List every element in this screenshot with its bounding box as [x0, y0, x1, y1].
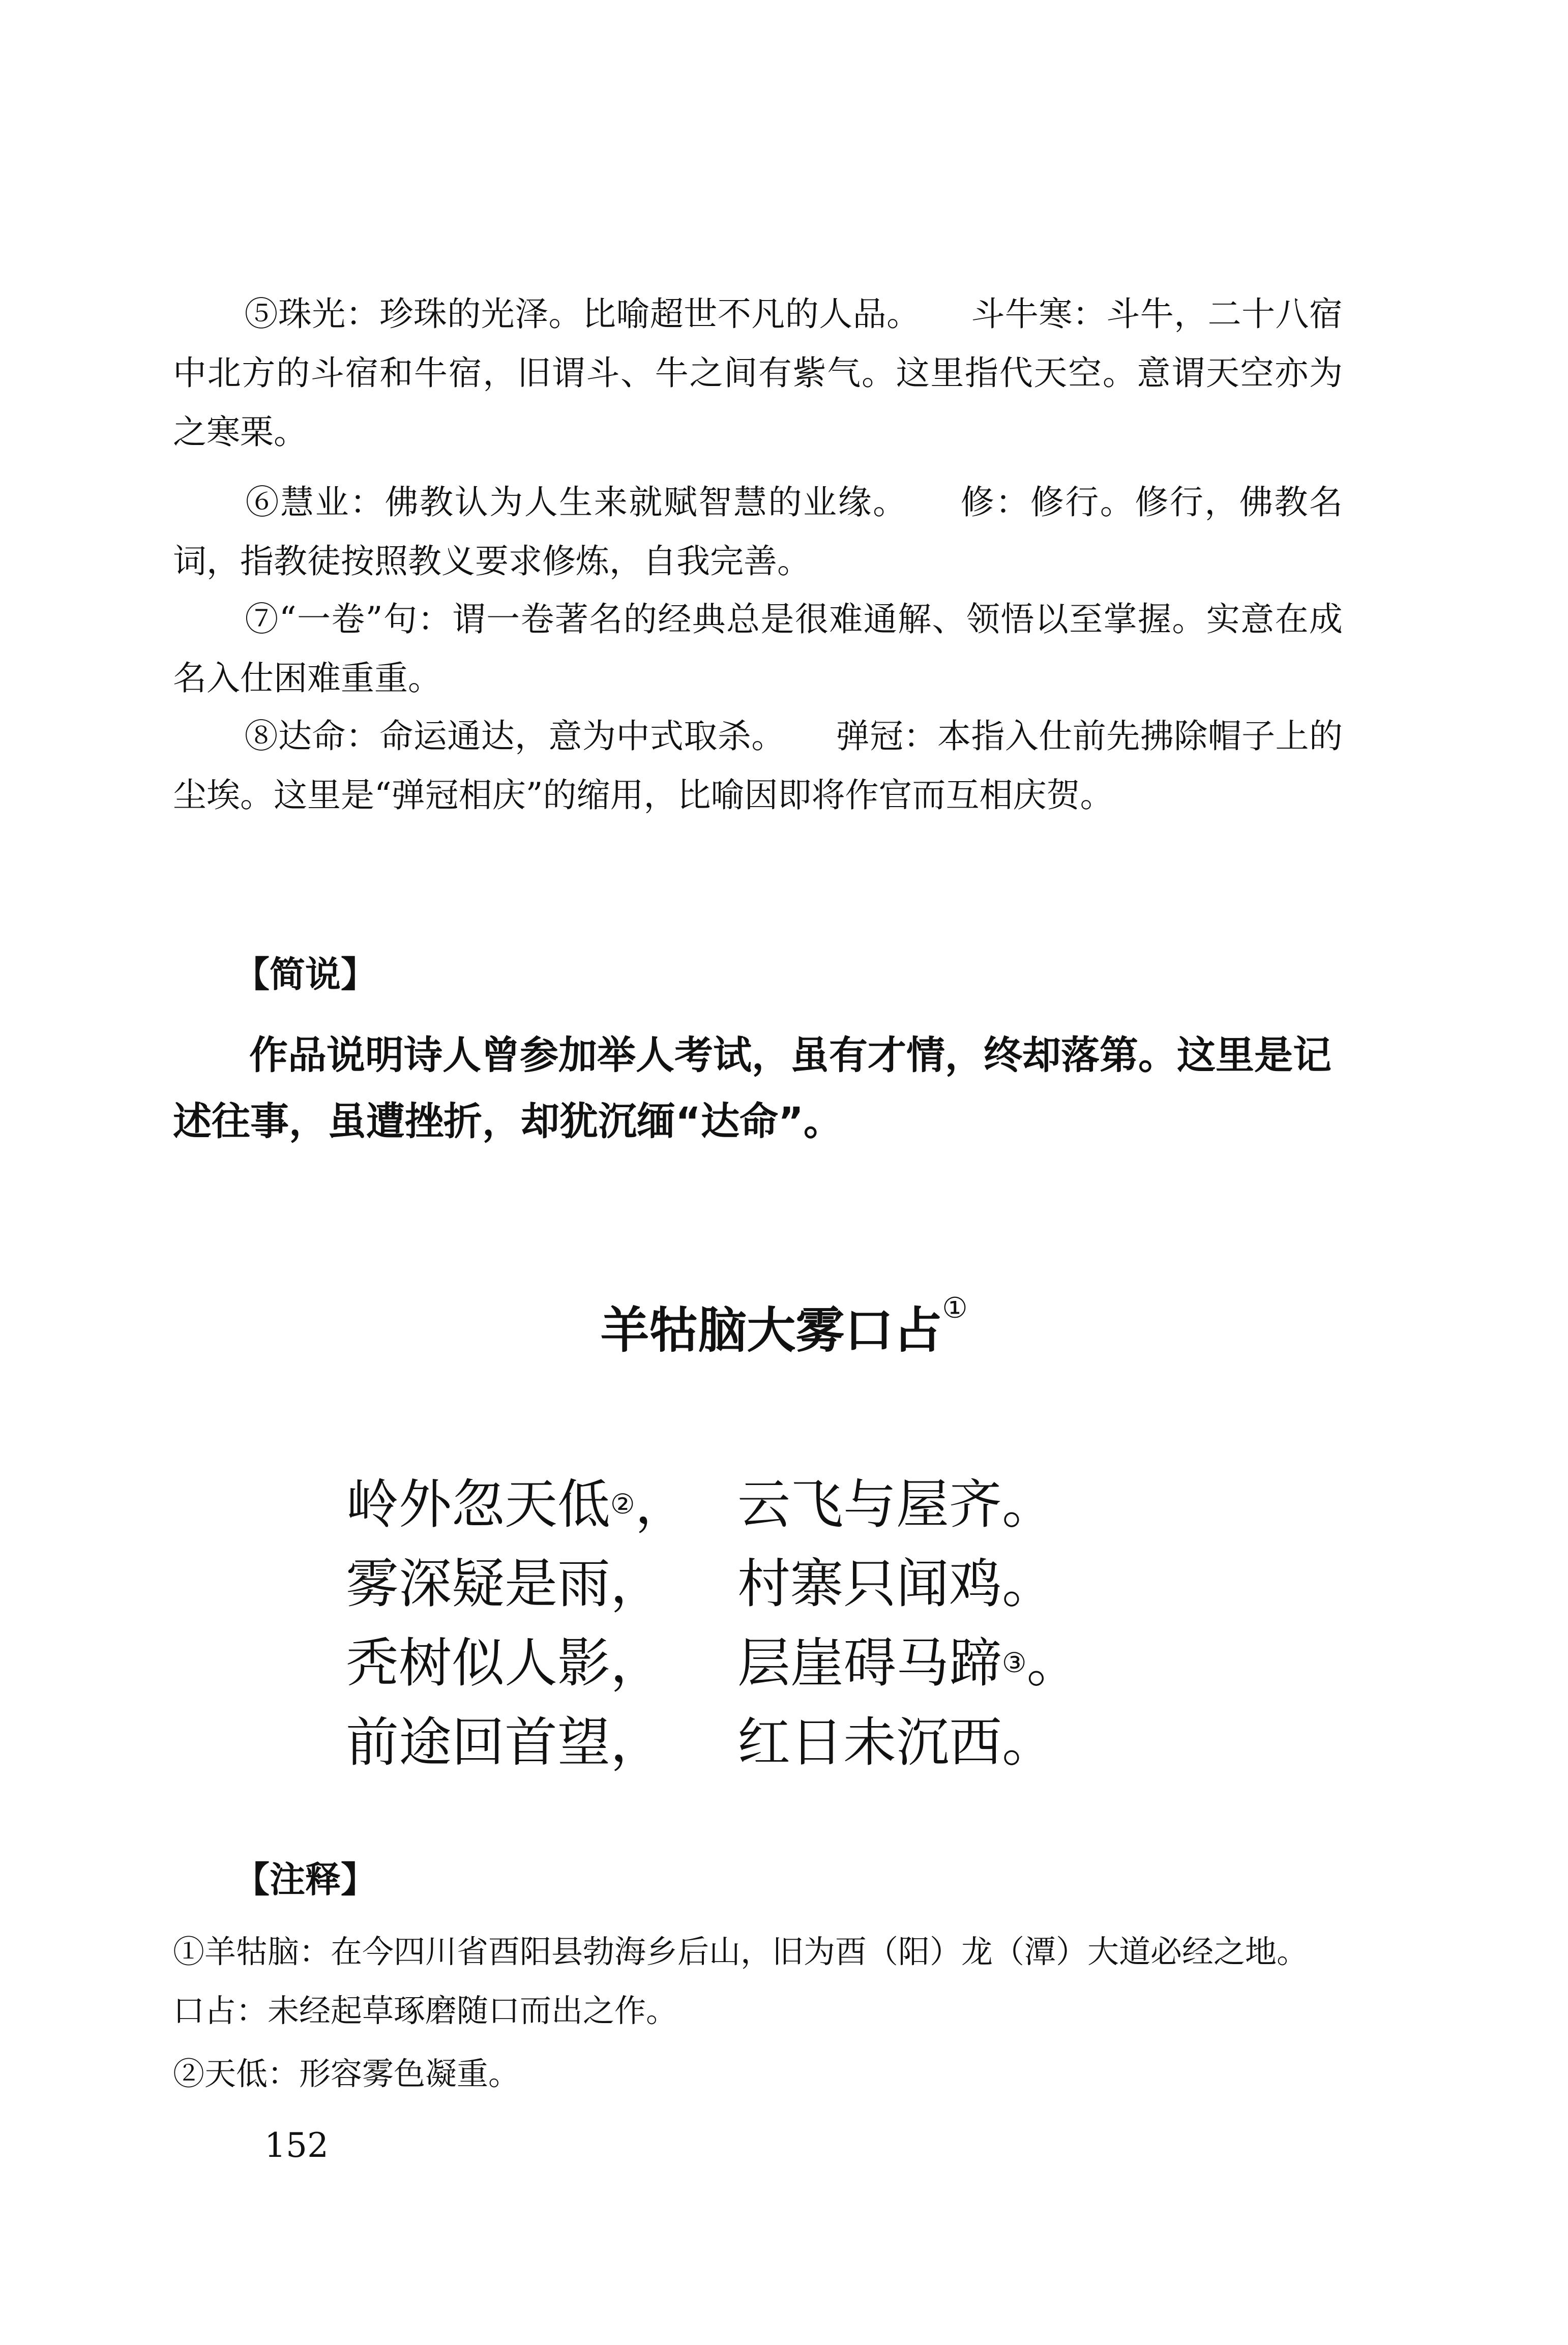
poem-line-first-half [346, 1544, 663, 1623]
annotation-2 [173, 2044, 1343, 2103]
annotation-text: 羊牯脑：在今四川省酉阳县勃海乡后山，旧为酉（阳）龙（潭）大道必经之地。 口占：未经起草琢磨随口而出之作。 [173, 1933, 1356, 2029]
annotation-1 [173, 1922, 1356, 2040]
poem-line-second-half [737, 1703, 1055, 1782]
poem-line-first-half [346, 1623, 663, 1703]
note-6 [173, 473, 1343, 591]
page-number: 152 [264, 2126, 329, 2165]
annotations-heading: 【注释】 [234, 1859, 376, 1901]
poem-ref: ② [610, 1488, 635, 1520]
poem-ref: ③ [1002, 1647, 1027, 1679]
poem-text: 红日未沉西。 [737, 1711, 1055, 1773]
summary-text [173, 1022, 1343, 1154]
note-text: 珠光：珍珠的光泽。比喻超世不凡的人品。 斗牛寒：斗牛，二十八宿中北方的斗宿和牛宿，旧谓斗、牛之间有紫气。这里指代天空。意谓天空亦为之寒栗。 [173, 294, 1343, 452]
poem-text: 雾深疑是雨， [346, 1553, 664, 1615]
note-ref: ⑧ [244, 717, 278, 756]
annotation-ref: ② [173, 2055, 205, 2092]
poem-line-first-half [346, 1465, 688, 1544]
annotation-text: 天低：形容雾色凝重。 [204, 2055, 520, 2092]
poem-line-second-half [737, 1544, 1055, 1623]
note-text: 慧业：佛教认为人生来就赋智慧的业缘。 修：修行。修行，佛教名词，指教徒按照教义要求修炼，自我完善。 [173, 483, 1343, 581]
note-ref: ⑥ [244, 483, 281, 522]
poem-punct: 。 [1026, 1632, 1080, 1694]
annotation-ref: ① [173, 1933, 205, 1970]
poem-text: 前途回首望， [346, 1711, 664, 1773]
note-5 [173, 285, 1343, 462]
note-ref: ⑤ [244, 294, 278, 334]
note-8 [173, 707, 1343, 825]
poem-text: 村寨只闻鸡。 [737, 1553, 1055, 1615]
poem-line-first-half [346, 1703, 663, 1782]
poem-punct: ， [635, 1473, 688, 1535]
note-ref: ⑦ [244, 600, 279, 639]
poem-title-text: 羊牯脑大雾口占 [600, 1302, 942, 1359]
poem-line-second-half [737, 1623, 1079, 1703]
summary-body: 作品说明诗人曾参加举人考试，虽有才情，终却落第。这里是记述往事，虽遭挫折，却犹沉缅“达命”。 [173, 1032, 1332, 1144]
poem-text: 岭外忽天低 [346, 1473, 611, 1535]
poem-title [0, 1292, 1568, 1361]
note-text: 达命：命运通达，意为中式取杀。 弹冠：本指入仕前先拂除帽子上的尘埃。这里是“弹冠相庆”的缩用，比喻因即将作官而互相庆贺。 [173, 717, 1343, 815]
summary-heading: 【简说】 [234, 954, 376, 995]
note-7 [173, 590, 1343, 708]
note-text: “一卷”句：谓一卷著名的经典总是很难通解、领悟以至掌握。实意在成名入仕困难重重。 [173, 600, 1343, 698]
poem-text: 层崖碍马蹄 [737, 1632, 1002, 1694]
poem-line-second-half [737, 1465, 1055, 1544]
poem-title-ref: ① [942, 1292, 968, 1325]
poem-text: 云飞与屋齐。 [737, 1473, 1055, 1535]
poem-text: 秃树似人影， [346, 1632, 664, 1694]
